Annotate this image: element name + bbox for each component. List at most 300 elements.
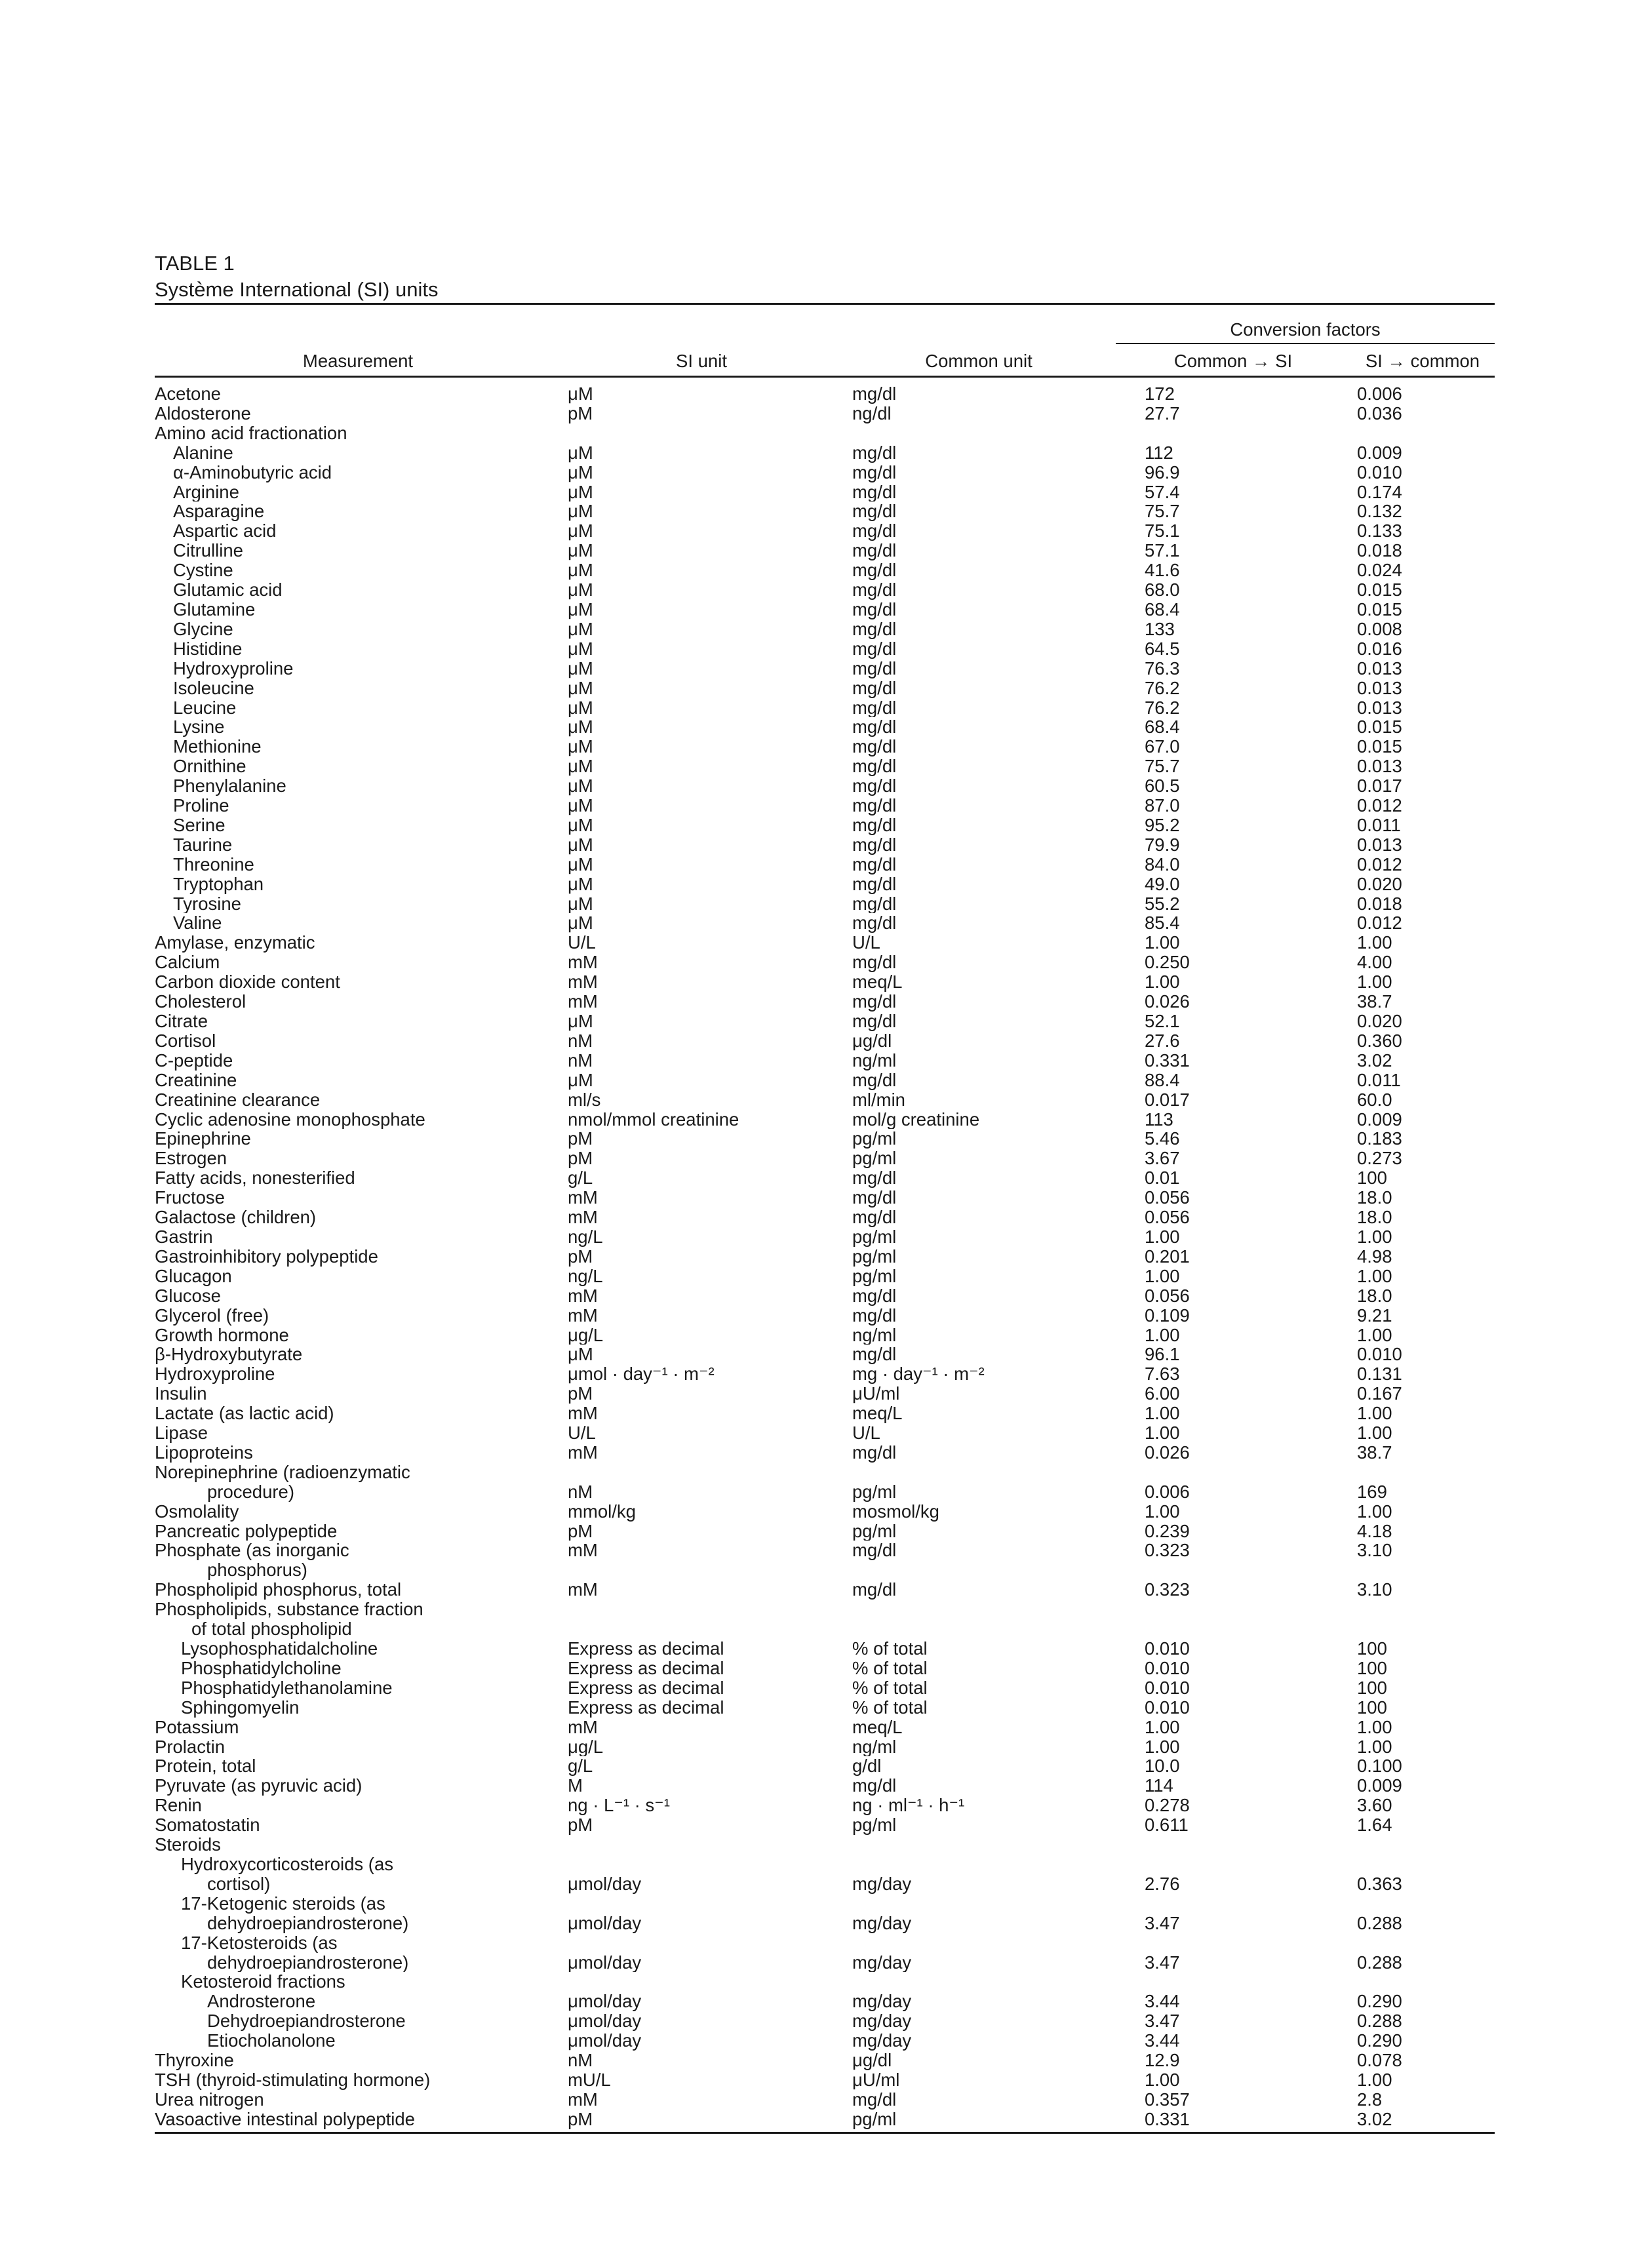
table-row	[155, 1423, 1495, 1443]
table-row	[155, 2070, 1495, 2090]
si-to-common-factor-cell: 0.009	[1357, 442, 1402, 463]
common-unit-cell: μg/dl	[852, 2051, 892, 2070]
measurement-cell: C-peptide	[155, 1050, 233, 1071]
si-to-common-factor-cell: 0.078	[1357, 2051, 1402, 2070]
common-unit-cell: pg/ml	[852, 1129, 897, 1149]
si-unit-cell: μmol/day	[568, 2011, 642, 2032]
si-unit-cell: μM	[568, 698, 593, 718]
common-unit-cell: pg/ml	[852, 1227, 897, 1247]
si-to-common-factor-cell: 9.21	[1357, 1305, 1392, 1326]
si-unit-cell: mM	[568, 1717, 598, 1737]
table-label: TABLE 1	[155, 252, 235, 275]
common-unit-cell: mg/dl	[852, 1776, 897, 1796]
measurement-cell: α-Aminobutyric acid	[173, 462, 332, 482]
table-row	[155, 1522, 1495, 1541]
measurement-cell: dehydroepiandrosterone)	[207, 1913, 409, 1933]
table-row	[155, 1698, 1495, 1718]
measurement-cell: dehydroepiandrosterone)	[207, 1952, 409, 1973]
common-unit-cell: mg/day	[852, 1952, 912, 1973]
common-unit-cell: mg · day⁻¹ · m⁻²	[852, 1364, 985, 1385]
measurement-cell: Lipoproteins	[155, 1442, 253, 1463]
common-to-si-factor-cell: 0.331	[1145, 1050, 1190, 1071]
table-row	[155, 1541, 1495, 1560]
measurement-cell: Ornithine	[173, 757, 246, 777]
si-unit-cell: g/L	[568, 1756, 593, 1777]
si-unit-cell: μM	[568, 874, 593, 894]
common-unit-cell: mol/g creatinine	[852, 1109, 980, 1130]
common-to-si-factor-cell	[1116, 1972, 1350, 1992]
si-unit-cell: μM	[568, 639, 593, 659]
common-unit-cell: mg/dl	[852, 894, 897, 914]
si-to-common-factor-cell: 3.60	[1357, 1796, 1392, 1816]
common-to-si-factor-cell: 0.056	[1145, 1188, 1190, 1208]
measurement-cell: Acetone	[155, 384, 221, 404]
si-to-common-factor-cell: 0.009	[1357, 1109, 1402, 1130]
table-row	[155, 600, 1495, 620]
measurement-cell: Leucine	[173, 698, 237, 718]
si-to-common-factor-cell: 0.010	[1357, 462, 1402, 482]
si-to-common-factor-cell: 0.015	[1357, 737, 1402, 757]
common-to-si-factor-cell: 0.331	[1116, 2110, 1350, 2133]
si-to-common-factor-cell: 0.015	[1357, 717, 1402, 738]
measurement-cell: Steroids	[155, 1835, 221, 1855]
measurement-cell: Glutamine	[173, 599, 256, 620]
common-to-si-factor-cell	[1116, 1894, 1350, 1914]
si-to-common-factor-cell: 0.018	[1357, 894, 1402, 914]
table-row	[155, 1756, 1495, 1776]
common-unit-cell: mg/dl	[852, 1305, 897, 1326]
table-row	[155, 1992, 1495, 2011]
measurement-cell: Vasoactive intestinal polypeptide	[155, 2110, 561, 2133]
measurement-cell: Ketosteroid fractions	[181, 1972, 345, 1992]
common-unit-cell: pg/ml	[842, 2110, 1116, 2133]
common-unit-cell: mg/dl	[852, 1541, 897, 1561]
table-row	[155, 835, 1495, 855]
common-to-si-factor-cell: 1.00	[1145, 1266, 1180, 1286]
common-unit-cell: meq/L	[852, 972, 903, 993]
si-to-common-factor-cell: 0.017	[1357, 776, 1402, 796]
measurement-cell: Valine	[173, 913, 222, 934]
common-unit-cell: % of total	[852, 1639, 928, 1659]
si-unit-cell: μg/L	[568, 1325, 604, 1345]
si-unit-cell: μM	[568, 717, 593, 738]
si-to-common-factor-cell: 0.015	[1357, 599, 1402, 620]
si-to-common-factor-cell	[1350, 1619, 1495, 1639]
si-unit-cell: Express as decimal	[568, 1639, 724, 1659]
common-to-si-factor-cell	[1116, 423, 1350, 443]
si-unit-cell: pM	[568, 1815, 593, 1836]
si-to-common-factor-cell	[1350, 1933, 1495, 1953]
si-units-table	[155, 305, 1495, 2134]
si-to-common-factor-cell: 0.288	[1357, 2011, 1402, 2032]
si-to-common-factor-cell: 0.290	[1357, 2031, 1402, 2051]
si-to-common-factor-cell	[1350, 1894, 1495, 1914]
common-unit-cell: mg/dl	[852, 1188, 897, 1208]
si-unit-cell: μM	[568, 815, 593, 835]
si-to-common-factor-cell: 0.013	[1357, 678, 1402, 698]
table-row	[155, 1776, 1495, 1796]
common-unit-cell: mg/dl	[852, 442, 897, 463]
measurement-cell: Osmolality	[155, 1501, 239, 1522]
common-unit-cell: ng/ml	[852, 1050, 897, 1071]
si-unit-cell: mM	[568, 2089, 598, 2110]
common-to-si-factor-cell: 10.0	[1145, 1756, 1180, 1777]
si-to-common-factor-cell: 0.013	[1357, 698, 1402, 718]
measurement-cell: Serine	[173, 815, 226, 835]
common-unit-cell: mg/dl	[852, 1208, 897, 1227]
si-to-common-factor-cell	[1350, 1855, 1495, 1874]
si-to-common-factor-cell: 0.013	[1357, 658, 1402, 678]
common-to-si-factor-cell: 114	[1145, 1776, 1173, 1796]
common-to-si-factor-cell: 1.00	[1145, 1404, 1180, 1424]
common-to-si-factor-cell: 0.010	[1145, 1697, 1190, 1718]
table-row	[155, 443, 1495, 463]
si-unit-cell: μM	[568, 894, 593, 914]
measurement-cell: Arginine	[173, 482, 239, 502]
si-to-common-factor-cell: 0.363	[1357, 1874, 1402, 1894]
common-to-si-factor-cell: 52.1	[1145, 1012, 1180, 1031]
si-to-common-factor-cell	[1350, 1463, 1495, 1482]
si-to-common-factor-cell: 0.012	[1357, 796, 1402, 816]
measurement-cell: Lipase	[155, 1423, 208, 1443]
common-to-si-factor-cell: 3.47	[1145, 1952, 1180, 1973]
si-to-common-factor-cell: 18.0	[1357, 1286, 1392, 1306]
common-unit-cell: ng/dl	[852, 403, 892, 423]
table-row	[155, 1659, 1495, 1678]
common-to-si-factor-cell: 0.278	[1145, 1796, 1190, 1816]
si-unit-cell: μmol · day⁻¹ · m⁻²	[568, 1364, 715, 1385]
table-row	[155, 1443, 1495, 1463]
si-unit-cell: μM	[568, 599, 593, 620]
common-to-si-factor-cell: 1.00	[1145, 2070, 1180, 2090]
table-row	[155, 1168, 1495, 1188]
table-row	[155, 1796, 1495, 1815]
conversion-factors-header: Conversion factors	[1116, 305, 1495, 344]
common-unit-cell	[842, 1835, 1116, 1855]
si-unit-cell: μM	[568, 678, 593, 698]
si-unit-cell: μmol/day	[568, 2031, 642, 2051]
measurement-cell: Phenylalanine	[173, 776, 286, 796]
si-unit-cell: μM	[568, 737, 593, 757]
common-to-si-factor-cell: 172	[1145, 384, 1175, 404]
si-to-common-factor-cell: 100	[1357, 1639, 1387, 1659]
common-unit-cell: mg/dl	[852, 2089, 897, 2110]
si-to-common-factor-cell	[1350, 1560, 1495, 1580]
common-to-si-factor-cell: 67.0	[1145, 737, 1180, 757]
measurement-cell: Taurine	[173, 835, 233, 855]
measurement-cell: Cholesterol	[155, 992, 246, 1012]
si-unit-cell: nmol/mmol creatinine	[568, 1109, 739, 1130]
common-unit-cell: % of total	[852, 1697, 928, 1718]
common-unit-cell	[842, 1972, 1116, 1992]
si-unit-cell: Express as decimal	[568, 1658, 724, 1678]
si-to-common-factor-cell: 1.00	[1357, 1737, 1392, 1757]
common-to-si-factor-cell: 55.2	[1145, 894, 1180, 914]
si-unit-cell	[561, 1933, 842, 1953]
table-row	[155, 1247, 1495, 1267]
table-row	[155, 796, 1495, 816]
measurement-cell: Cystine	[173, 560, 233, 581]
table-row	[155, 1835, 1495, 1855]
common-to-si-factor-cell: 133	[1145, 619, 1175, 639]
measurement-cell: Epinephrine	[155, 1129, 251, 1149]
measurement-cell: Pyruvate (as pyruvic acid)	[155, 1776, 363, 1796]
common-unit-cell: μU/ml	[852, 2070, 900, 2090]
si-unit-cell: g/L	[568, 1168, 593, 1189]
table-row	[155, 423, 1495, 443]
measurement-cell: Glucose	[155, 1286, 221, 1306]
si-unit-cell	[561, 1855, 842, 1874]
common-to-si-factor-cell: 12.9	[1145, 2051, 1180, 2070]
common-unit-cell: mg/dl	[852, 854, 897, 875]
table-row	[155, 1600, 1495, 1619]
col-header-common-unit: Common unit	[842, 344, 1116, 377]
measurement-cell: Threonine	[173, 854, 254, 875]
table-row	[155, 1855, 1495, 1874]
si-unit-cell	[561, 1600, 842, 1619]
si-unit-cell: mM	[568, 1305, 598, 1326]
si-to-common-factor-cell: 0.012	[1357, 913, 1402, 934]
si-to-common-factor-cell: 18.0	[1357, 1208, 1392, 1227]
si-to-common-factor-cell: 0.011	[1357, 1070, 1401, 1090]
common-unit-cell: mg/dl	[852, 502, 897, 522]
measurement-cell: Calcium	[155, 953, 220, 973]
si-to-common-factor-cell: 0.131	[1357, 1364, 1402, 1385]
measurement-cell: Phosphatidylcholine	[181, 1658, 342, 1678]
table-row	[155, 698, 1495, 718]
si-to-common-factor-cell: 0.006	[1357, 384, 1402, 404]
common-to-si-factor-cell: 0.056	[1145, 1286, 1190, 1306]
common-to-si-factor-cell: 27.7	[1145, 403, 1180, 423]
si-unit-cell	[561, 1619, 842, 1639]
common-to-si-factor-cell	[1116, 1855, 1350, 1874]
si-to-common-factor-cell	[1350, 1835, 1495, 1855]
table-row	[155, 1090, 1495, 1110]
common-to-si-factor-cell: 0.056	[1145, 1208, 1190, 1227]
table-row	[155, 737, 1495, 757]
common-to-si-factor-cell: 0.201	[1145, 1246, 1190, 1267]
si-unit-cell: μM	[568, 541, 593, 561]
common-unit-cell: mg/dl	[852, 1345, 897, 1365]
table-body	[155, 377, 1495, 2133]
measurement-cell: Methionine	[173, 737, 262, 757]
si-unit-cell: μM	[568, 462, 593, 482]
si-to-common-factor-cell: 0.273	[1357, 1149, 1402, 1169]
measurement-cell: Sphingomyelin	[181, 1697, 300, 1718]
si-to-common-factor-cell: 0.013	[1357, 835, 1402, 855]
si-unit-cell: mM	[568, 1208, 598, 1227]
si-unit-cell: μM	[568, 1345, 593, 1365]
measurement-cell: Carbon dioxide content	[155, 972, 340, 993]
table-row	[155, 1051, 1495, 1071]
common-unit-cell: mg/dl	[852, 658, 897, 678]
common-unit-cell: mg/dl	[852, 678, 897, 698]
si-to-common-factor-cell: 0.183	[1357, 1129, 1402, 1149]
table-row	[155, 1953, 1495, 1973]
common-to-si-factor-cell: 75.7	[1145, 502, 1180, 522]
common-to-si-factor-cell: 0.357	[1145, 2089, 1190, 2110]
table-row	[155, 659, 1495, 678]
common-to-si-factor-cell: 0.026	[1145, 992, 1190, 1012]
table-row	[155, 639, 1495, 659]
table-row	[155, 717, 1495, 737]
si-to-common-factor-cell: 169	[1357, 1482, 1387, 1502]
common-to-si-factor-cell: 64.5	[1145, 639, 1180, 659]
table-row	[155, 1580, 1495, 1600]
si-unit-cell: μM	[568, 502, 593, 522]
si-to-common-factor-cell: 0.010	[1357, 1345, 1402, 1365]
common-to-si-factor-cell: 87.0	[1145, 796, 1180, 816]
si-unit-cell: pM	[568, 1246, 593, 1267]
si-unit-cell: μM	[568, 913, 593, 934]
common-to-si-factor-cell	[1116, 1619, 1350, 1639]
common-to-si-factor-cell: 0.01	[1145, 1168, 1180, 1189]
common-unit-cell: % of total	[852, 1678, 928, 1698]
common-unit-cell: pg/ml	[852, 1815, 897, 1836]
measurement-cell: Pancreatic polypeptide	[155, 1521, 338, 1541]
si-unit-cell: mM	[568, 1442, 598, 1463]
common-to-si-factor-cell: 3.47	[1145, 1913, 1180, 1933]
table-row	[155, 1678, 1495, 1698]
common-unit-cell	[842, 1894, 1116, 1914]
table-row	[155, 1502, 1495, 1522]
table-row	[155, 463, 1495, 482]
common-unit-cell: mg/dl	[852, 482, 897, 502]
si-to-common-factor-cell: 0.009	[1357, 1776, 1402, 1796]
si-to-common-factor-cell: 0.174	[1357, 482, 1402, 502]
common-unit-cell: U/L	[852, 1423, 880, 1443]
si-unit-cell: μg/L	[568, 1737, 604, 1757]
si-to-common-factor-cell: 3.10	[1357, 1580, 1392, 1600]
measurement-cell: Galactose (children)	[155, 1208, 317, 1227]
measurement-cell: Urea nitrogen	[155, 2089, 264, 2110]
si-to-common-factor-cell: 1.00	[1357, 1423, 1392, 1443]
si-unit-cell: μM	[568, 580, 593, 600]
table-row	[155, 1306, 1495, 1326]
si-to-common-factor-cell: 0.024	[1357, 560, 1402, 581]
table-row	[155, 1619, 1495, 1639]
common-to-si-factor-cell: 1.00	[1145, 1717, 1180, 1737]
measurement-cell: phosphorus)	[207, 1560, 307, 1581]
measurement-cell: Protein, total	[155, 1756, 256, 1777]
common-unit-cell: mg/dl	[852, 619, 897, 639]
measurement-cell: Fructose	[155, 1188, 225, 1208]
table-row	[155, 1326, 1495, 1345]
common-to-si-factor-cell	[1116, 1933, 1350, 1953]
table-row	[155, 1286, 1495, 1306]
measurement-cell: Gastrin	[155, 1227, 213, 1247]
measurement-cell: β-Hydroxybutyrate	[155, 1345, 303, 1365]
si-unit-cell: pM	[568, 1129, 593, 1149]
si-to-common-factor-cell: 0.020	[1357, 874, 1402, 894]
common-unit-cell: mg/dl	[852, 1580, 897, 1600]
table-row	[155, 1227, 1495, 1247]
common-to-si-factor-cell: 112	[1145, 442, 1173, 463]
si-unit-cell: M	[568, 1776, 583, 1796]
common-to-si-factor-cell: 1.00	[1145, 933, 1180, 953]
common-to-si-factor-cell: 96.9	[1145, 462, 1180, 482]
si-unit-cell: mmol/kg	[568, 1501, 636, 1522]
common-unit-cell	[842, 1855, 1116, 1874]
common-to-si-factor-cell: 3.44	[1145, 2031, 1180, 2051]
common-unit-cell: mg/dl	[852, 580, 897, 600]
measurement-cell: Proline	[173, 796, 229, 816]
si-to-common-factor-cell: 1.00	[1357, 1501, 1392, 1522]
common-to-si-factor-cell: 0.026	[1145, 1442, 1190, 1463]
common-to-si-factor-cell: 113	[1145, 1109, 1173, 1130]
si-unit-cell: mM	[568, 1286, 598, 1306]
common-unit-cell: mg/dl	[852, 1286, 897, 1306]
table-row	[155, 1031, 1495, 1051]
si-to-common-factor-cell: 0.016	[1357, 639, 1402, 659]
si-unit-cell: mM	[568, 972, 598, 993]
table-row	[155, 1560, 1495, 1580]
si-unit-cell: μmol/day	[568, 1874, 642, 1894]
si-unit-cell: ng/L	[568, 1266, 603, 1286]
common-to-si-factor-cell: 75.1	[1145, 521, 1180, 541]
table-row	[155, 816, 1495, 835]
table-row	[155, 502, 1495, 521]
si-unit-cell: mM	[568, 953, 598, 973]
table-row	[155, 2031, 1495, 2051]
si-to-common-factor-cell: 1.00	[1357, 1266, 1392, 1286]
si-to-common-factor-cell: 38.7	[1357, 992, 1392, 1012]
common-unit-cell: ng/ml	[852, 1325, 897, 1345]
table-row	[155, 953, 1495, 972]
si-to-common-factor-cell: 4.00	[1357, 953, 1392, 973]
table-row	[155, 1012, 1495, 1031]
si-to-common-factor-cell: 1.00	[1357, 1404, 1392, 1424]
si-to-common-factor-cell: 100	[1357, 1168, 1387, 1189]
table-row	[155, 1071, 1495, 1090]
si-unit-cell: ng · L⁻¹ · s⁻¹	[568, 1796, 670, 1816]
common-to-si-factor-cell: 1.00	[1145, 1423, 1180, 1443]
si-unit-cell: ng/L	[568, 1227, 603, 1247]
si-to-common-factor-cell: 4.98	[1357, 1246, 1392, 1267]
common-unit-cell: ng · ml⁻¹ · h⁻¹	[852, 1796, 965, 1816]
common-unit-cell: pg/ml	[852, 1246, 897, 1267]
measurement-cell: Thyroxine	[155, 2051, 234, 2070]
measurement-cell: Hydroxyproline	[173, 658, 294, 678]
table-row	[155, 1208, 1495, 1227]
common-unit-cell: mg/dl	[852, 1070, 897, 1090]
table-row	[155, 1345, 1495, 1364]
measurement-cell: 17-Ketosteroids (as	[181, 1933, 338, 1953]
table-row	[155, 992, 1495, 1012]
measurement-cell: Asparagine	[173, 502, 265, 522]
si-unit-cell: pM	[561, 2110, 842, 2133]
measurement-cell: Lysine	[173, 717, 225, 738]
si-unit-cell	[561, 1972, 842, 1992]
common-unit-cell	[842, 1619, 1116, 1639]
table-row	[155, 1894, 1495, 1914]
common-unit-cell: mg/dl	[852, 835, 897, 855]
si-to-common-factor-cell: 100	[1357, 1658, 1387, 1678]
si-to-common-factor-cell: 3.02	[1357, 1050, 1392, 1071]
common-to-si-factor-cell: 7.63	[1145, 1364, 1180, 1385]
si-unit-cell	[561, 1463, 842, 1482]
si-unit-cell: μM	[568, 854, 593, 875]
si-to-common-factor-cell: 0.015	[1357, 580, 1402, 600]
si-to-common-factor-cell: 1.00	[1357, 2070, 1392, 2090]
common-unit-cell	[842, 1933, 1116, 1953]
si-to-common-factor-cell	[1350, 1972, 1495, 1992]
si-to-common-factor-cell: 4.18	[1357, 1521, 1392, 1541]
table-row	[155, 560, 1495, 580]
si-to-common-factor-cell: 0.018	[1357, 541, 1402, 561]
si-unit-cell: U/L	[568, 1423, 596, 1443]
si-unit-cell: pM	[568, 1149, 593, 1169]
